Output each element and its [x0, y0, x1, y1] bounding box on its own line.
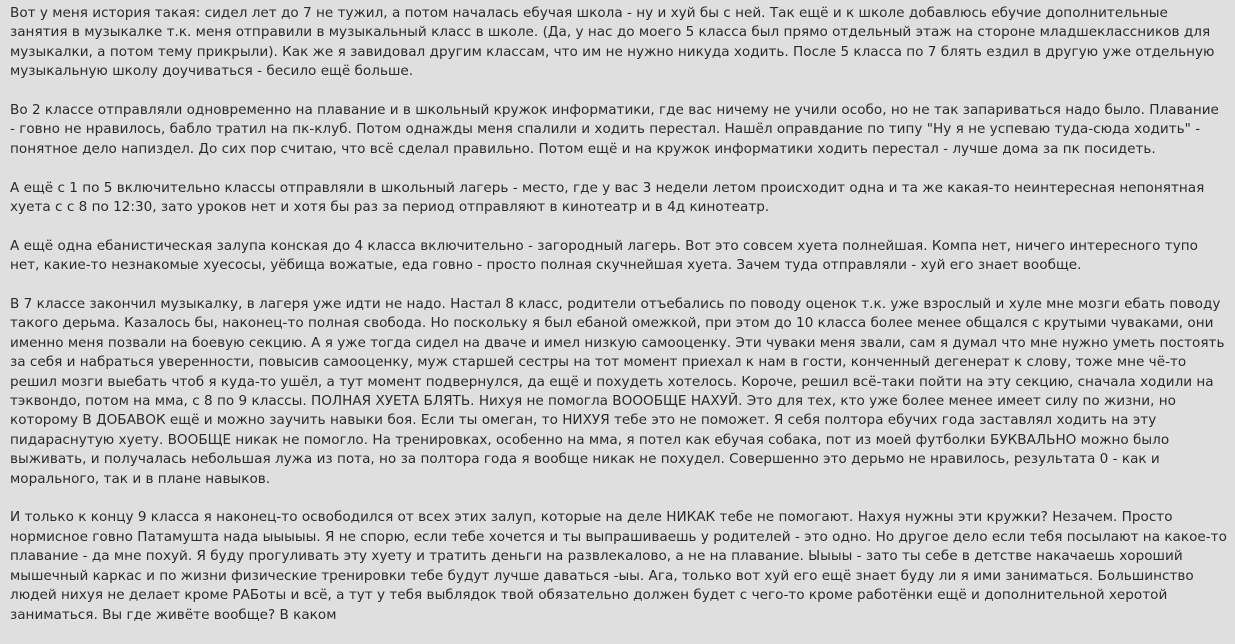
post-body — [10, 4, 1228, 644]
paragraph-country-camp: А ещё одна ебанистическая залупа конская до 4 класса включительно - загородный лагерь. Вот это совсем хуета полнейшая. Компа нет, ничего интересного тупо нет, какие-то незнакомые хуесосы, уёбища вожатые, еда говно - просто полная скучнейшая хуета. Зачем туда отправляли - хуй его знает вообще. — [10, 237, 1198, 274]
paragraph-conclusion: И только к концу 9 класса я наконец-то освободился от всех этих залуп, которые на деле НИКАК тебе не помогают. Нахуя нужны эти кружки? Незачем. Просто нормисное говно Патамушта нада ыыыыы. Я не спорю, если тебе хочется и ты выпрашиваешь у родителей - это одно. Но другое дело если тебя посылают на какое-то плавание - да мне похуй. Я буду прогуливать эту хуету и тратить деньги на развлекалово, а не на плавание. Ыыыы - зато ты себе в детстве накачаешь хороший мышечный каркас и по жизни физические тренировки тебе будут лучше даваться -ыы. Ага, только вот хуй его ещё знает буду ли я ими заниматься. Большинство людей нихуя не делает кроме РАБоты и всё, а тут у тебя выблядок твой обязательно должен будет с чего-то кроме работёнки ещё и дополнительной херотой заниматься. Вы где живёте вообще? В каком — [10, 509, 1227, 623]
paragraph-music-school: Вот у меня история такая: сидел лет до 7 не тужил, а потом началась ебучая школа - ну и хуй бы с ней. Так ещё и к школе добавлюсь ебучие дополнительные занятия в музыкалке т.к. меня отправили в музыкальный класс в школе. (Да, у нас до моего 5 класса был прямо отдельный этаж на стороне младшеклассников для музыкалки, а потом тему прикрыли). Как же я завидовал другим классам, что им не нужно никуда ходить. После 5 класса по 7 блять ездил в другую уже отдельную музыкальную школу доучиваться - бесило ещё больше. — [10, 5, 1215, 80]
paragraph-fighting-section: В 7 классе закончил музыкалку, в лагеря уже идти не надо. Настал 8 класс, родители отъебались по поводу оценок т.к. уже взрослый и хуле мне мозги ебать поводу такого дерьма. Казалось бы, наконец-то полная свобода. Но поскольку я был ебаной омежкой, при этом до 10 класса более менее общался с крутыми чуваками, они именно меня позвали на боевую секцию. А я уже тогда сидел на дваче и имел низкую самооценку. Эти чуваки меня звали, сам я думал что мне нужно уметь постоять за себя и набраться уверенности, повысив самооценку, муж старшей сестры на тот момент приехал к нам в гости, конченный дегенерат к слову, тоже мне чё-то решил мозги выебать чтоб я куда-то ушёл, а тут момент подвернулся, да ещё и похудеть хотелось. Короче, решил всё-таки пойти на эту секцию, сначала ходили на тэквондо, потом на мма, с 8 по 9 классы. ПОЛНАЯ ХУЕТА БЛЯТЬ. Нихуя не помогла ВОООБЩЕ НАХУЙ. Это для тех, кто уже более менее имеет силу по жизни, но которому В ДОБАВОК ещё и можно заучить навыки боя. Если ты омеган, то НИХУЯ тебе это не поможет. Я себя полтора ебучих года заставлял ходить на эту пидараснутую хуету. ВООБЩЕ никак не помогло. На тренировках, особенно на мма, я потел как ебучая собака, пот из моей футболки БУКВАЛЬНО можно было выживать, и получалась небольшая лужа из пота, но за полтора года я вообще никак не похудел. Совершенно это дерьмо не нравилось, результата 0 - как и морального, так и в плане навыков. — [10, 296, 1225, 487]
paragraph-school-camp: А ещё с 1 по 5 включительно классы отправляли в школьный лагерь - место, где у вас 3 недели летом происходит одна и та же какая-то неинтересная непонятная хуета с с 8 по 12:30, зато уроков нет и хотя бы раз за период отправляют в кинотеатр и в 4д кинотеатр. — [10, 179, 1205, 216]
paragraph-swimming: Во 2 классе отправляли одновременно на плавание и в школьный кружок информатики, где вас ничему не учили особо, но не так запариваться надо было. Плавание - говно не нравилось, бабло тратил на пк-клуб. Потом однажды меня спалили и ходить перестал. Нашёл оправдание по типу "Ну я не успеваю туда-сюда ходить" - понятное дело напиздел. До сих пор считаю, что всё сделал правильно. Потом ещё и на кружок информатики ходить перестал - лучше дома за пк посидеть. — [10, 102, 1219, 157]
